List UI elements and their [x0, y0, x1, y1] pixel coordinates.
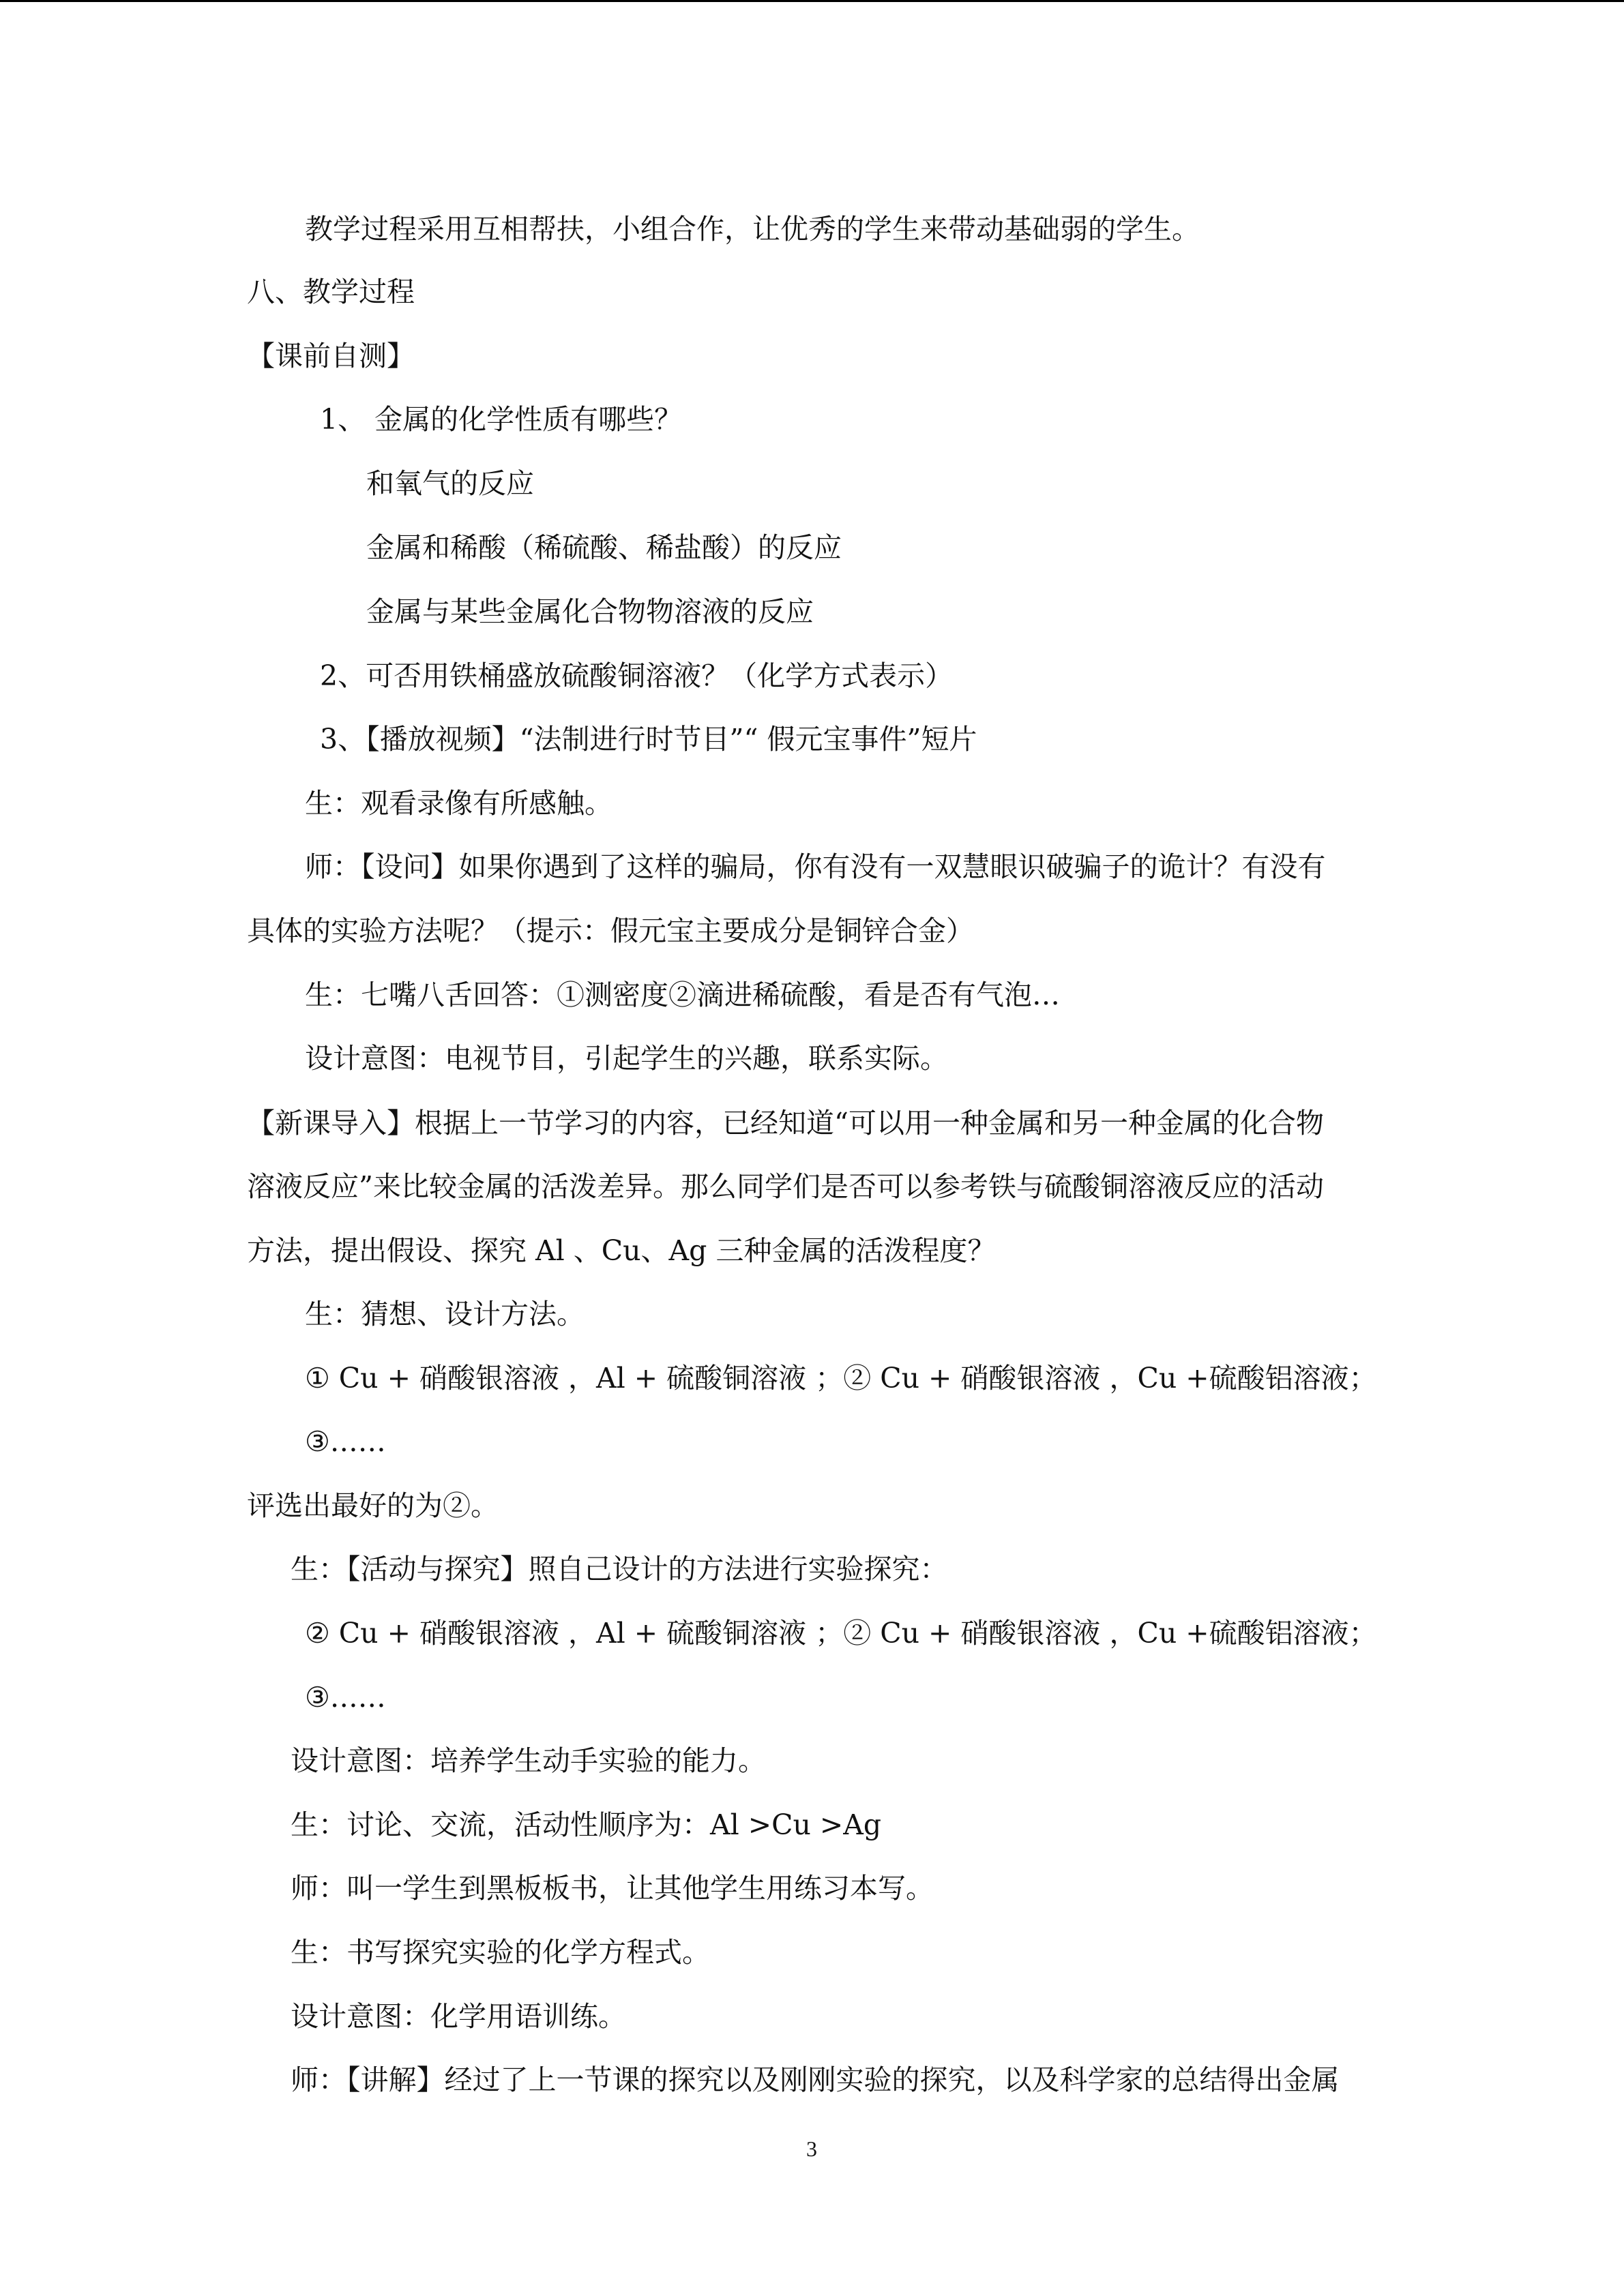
design-intent-1: 设计意图：电视节目，引起学生的兴趣，联系实际。: [305, 1042, 948, 1075]
student-guess-line: 生：猜想、设计方法。: [305, 1298, 585, 1330]
activity-inquiry-line: 生：【活动与探究】照自己设计的方法进行实验探究：: [291, 1553, 948, 1585]
answer-line-3: 金属与某些金属化合物物溶液的反应: [366, 595, 814, 628]
experiment-options-1: ① Cu + 硝酸银溶液 ，Al + 硫酸铜溶液 ；② Cu + 硝酸银溶液 ，Cu +硫酸铝溶液；: [305, 1362, 1377, 1395]
design-intent-3: 设计意图：化学用语训练。: [291, 2000, 626, 2033]
answer-line-2: 金属和稀酸（稀硫酸、稀盐酸）的反应: [366, 531, 842, 564]
text-line-1: 教学过程采用互相帮扶，小组合作，让优秀的学生来带动基础弱的学生。: [305, 213, 1200, 245]
page-number: 3: [806, 2136, 817, 2161]
activity-order-line: 生：讨论、交流，活动性顺序为：Al >Cu >Ag: [291, 1808, 882, 1841]
question-1: 1、 金属的化学性质有哪些？: [320, 403, 683, 436]
experiment-options-2-continued: ③……: [305, 1681, 386, 1714]
experiment-options-2: ② Cu + 硝酸银溶液 ，Al + 硫酸铜溶液 ；② Cu + 硝酸银溶液 ，Cu +硫酸铝溶液；: [305, 1617, 1377, 1650]
answer-line-1: 和氧气的反应: [366, 467, 534, 500]
student-answer-line: 生：七嘴八舌回答：①测密度②滴进稀硫酸，看是否有气泡…: [305, 979, 1060, 1011]
best-option-line: 评选出最好的为②。: [247, 1489, 499, 1522]
new-lesson-intro-line-1: 【新课导入】根据上一节学习的内容，已经知道“可以用一种金属和另一种金属的化合物: [247, 1107, 1324, 1139]
equation-writing-line: 生：书写探究实验的化学方程式。: [291, 1936, 710, 1969]
new-lesson-intro-line-3: 方法，提出假设、探究 Al 、Cu、Ag 三种金属的活泼程度？: [247, 1234, 996, 1267]
blackboard-line: 师：叫一学生到黑板板书，让其他学生用练习本写。: [291, 1872, 934, 1905]
new-lesson-intro-line-2: 溶液反应”来比较金属的活泼差异。那么同学们是否可以参考铁与硫酸铜溶液反应的活动: [247, 1170, 1324, 1203]
teacher-question-line-2: 具体的实验方法呢？（提示：假元宝主要成分是铜锌合金）: [247, 914, 974, 947]
design-intent-2: 设计意图：培养学生动手实验的能力。: [291, 1744, 766, 1777]
question-3: 3、【播放视频】“法制进行时节目”“ 假元宝事件”短片: [320, 723, 977, 756]
student-line-1: 生：观看录像有所感触。: [305, 787, 612, 820]
teacher-explanation-line: 师：【讲解】经过了上一节课的探究以及刚刚实验的探究，以及科学家的总结得出金属: [291, 2063, 1340, 2096]
experiment-options-1-continued: ③……: [305, 1425, 386, 1458]
question-2: 2、可否用铁桶盛放硫酸铜溶液？（化学方式表示）: [320, 659, 954, 692]
subsection-heading-pre-class-test: 【课前自测】: [247, 340, 415, 372]
section-heading-teaching-process: 八、教学过程: [247, 275, 415, 308]
teacher-question-line-1: 师：【设问】如果你遇到了这样的骗局，你有没有一双慧眼识破骗子的诡计？有没有: [305, 850, 1326, 883]
